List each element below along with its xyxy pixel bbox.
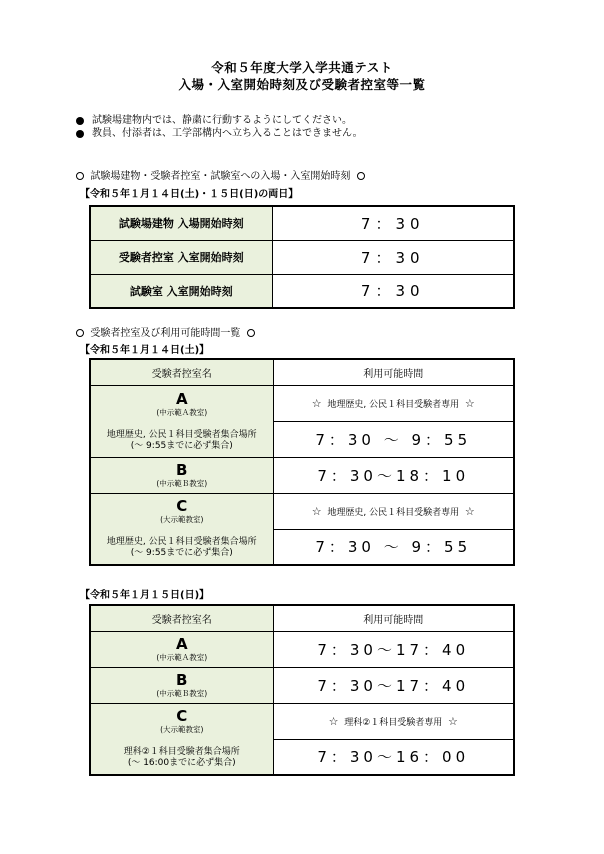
table-row xyxy=(90,385,514,421)
note-item: 試験場建物内では、静粛に行動するようにしてください。 xyxy=(76,114,363,127)
section1-date: 【令和５年１月１４日(土)・１５日(日)の両日】 xyxy=(80,189,299,200)
day2-room-table xyxy=(89,604,515,776)
room-c-cell xyxy=(90,703,273,775)
bullet-icon xyxy=(76,130,84,138)
room-letter: A xyxy=(175,634,188,653)
room-sub: (大示範教室) xyxy=(160,515,204,525)
table-row xyxy=(90,457,514,493)
room-time: 7：30～17：40 xyxy=(273,631,514,667)
gather-place: 地理歴史, 公民１科目受験者集合場所 xyxy=(106,537,257,548)
table-row xyxy=(90,631,514,667)
room-time: 7：30～18：10 xyxy=(273,457,514,493)
room-time: 7：30 ～ 9：55 xyxy=(273,421,514,457)
room-sub: (中示範Ｂ教室) xyxy=(156,688,208,698)
star-icon: ☆ xyxy=(464,504,475,518)
table-header-row xyxy=(90,359,514,385)
circle-icon xyxy=(76,172,84,180)
note-item: 教員、付添者は、工学部構内へ立ち入ることはできません。 xyxy=(76,127,363,140)
section2-heading: 受験者控室及び利用可能時間一覧 xyxy=(76,324,255,339)
notes-list xyxy=(76,114,363,140)
room-letter: C xyxy=(176,497,188,516)
circle-icon xyxy=(357,172,365,180)
col-header-time: 利用可能時間 xyxy=(273,359,514,385)
gather-deadline: (～ 16:00までに必ず集合) xyxy=(127,758,236,769)
day2-date: 【令和５年１月１５日(日)】 xyxy=(80,590,210,601)
col-header-time: 利用可能時間 xyxy=(273,605,514,631)
room-note: ☆ 理科②１科目受験者専用 ☆ xyxy=(273,703,514,739)
table-row xyxy=(90,703,514,739)
star-icon: ☆ xyxy=(311,504,322,518)
col-header-room: 受験者控室名 xyxy=(90,605,273,631)
entry-label: 受験者控室 入室開始時刻 xyxy=(90,240,272,274)
star-icon: ☆ xyxy=(328,714,339,728)
room-sub: (中示範Ａ教室) xyxy=(156,652,208,662)
room-letter: B xyxy=(176,670,188,689)
star-icon: ☆ xyxy=(311,396,322,410)
table-row xyxy=(90,206,514,240)
room-note: ☆ 地理歴史, 公民１科目受験者専用 ☆ xyxy=(273,385,514,421)
document-title-line1: 令和５年度大学入学共通テスト xyxy=(211,60,393,75)
gather-place: 理科②１科目受験者集合場所 xyxy=(123,747,240,758)
entry-time: 7：30 xyxy=(272,274,514,308)
room-sub: (中示範Ａ教室) xyxy=(156,407,208,417)
room-sub: (中示範Ｂ教室) xyxy=(156,478,208,488)
table-header-row xyxy=(90,605,514,631)
room-a-cell xyxy=(90,631,273,667)
room-sub: (大示範教室) xyxy=(160,725,204,735)
col-header-room: 受験者控室名 xyxy=(90,359,273,385)
room-time: 7：30～16：00 xyxy=(273,739,514,775)
circle-icon xyxy=(247,329,255,337)
day1-room-table xyxy=(89,358,515,566)
star-icon: ☆ xyxy=(464,396,475,410)
entry-time: 7：30 xyxy=(272,206,514,240)
room-time: 7：30～17：40 xyxy=(273,667,514,703)
room-letter: B xyxy=(176,460,188,479)
room-note: ☆ 地理歴史, 公民１科目受験者専用 ☆ xyxy=(273,493,514,529)
bullet-icon xyxy=(76,117,84,125)
room-a-cell xyxy=(90,385,273,457)
entry-time: 7：30 xyxy=(272,240,514,274)
gather-deadline: (～ 9:55までに必ず集合) xyxy=(130,548,233,559)
room-b-cell xyxy=(90,667,273,703)
room-letter: C xyxy=(176,707,188,726)
entry-label: 試験室 入室開始時刻 xyxy=(90,274,272,308)
document-title-line2: 入場・入室開始時刻及び受験者控室等一覧 xyxy=(178,77,426,92)
table-row xyxy=(90,667,514,703)
section1-heading: 試験場建物・受験者控室・試験室への入場・入室開始時刻 xyxy=(76,167,365,182)
star-icon: ☆ xyxy=(448,714,458,728)
circle-icon xyxy=(76,329,84,337)
room-b-cell xyxy=(90,457,273,493)
entry-label: 試験場建物 入場開始時刻 xyxy=(90,206,272,240)
room-letter: A xyxy=(175,389,188,408)
table-row xyxy=(90,493,514,529)
room-time: 7：30 ～ 9：55 xyxy=(273,529,514,565)
table-row xyxy=(90,240,514,274)
entry-time-table xyxy=(89,205,515,309)
table-row xyxy=(90,274,514,308)
gather-place: 地理歴史, 公民１科目受験者集合場所 xyxy=(106,429,257,440)
gather-deadline: (～ 9:55までに必ず集合) xyxy=(130,440,233,451)
day1-date: 【令和５年１月１４日(土)】 xyxy=(80,345,210,356)
room-c-cell xyxy=(90,493,273,565)
